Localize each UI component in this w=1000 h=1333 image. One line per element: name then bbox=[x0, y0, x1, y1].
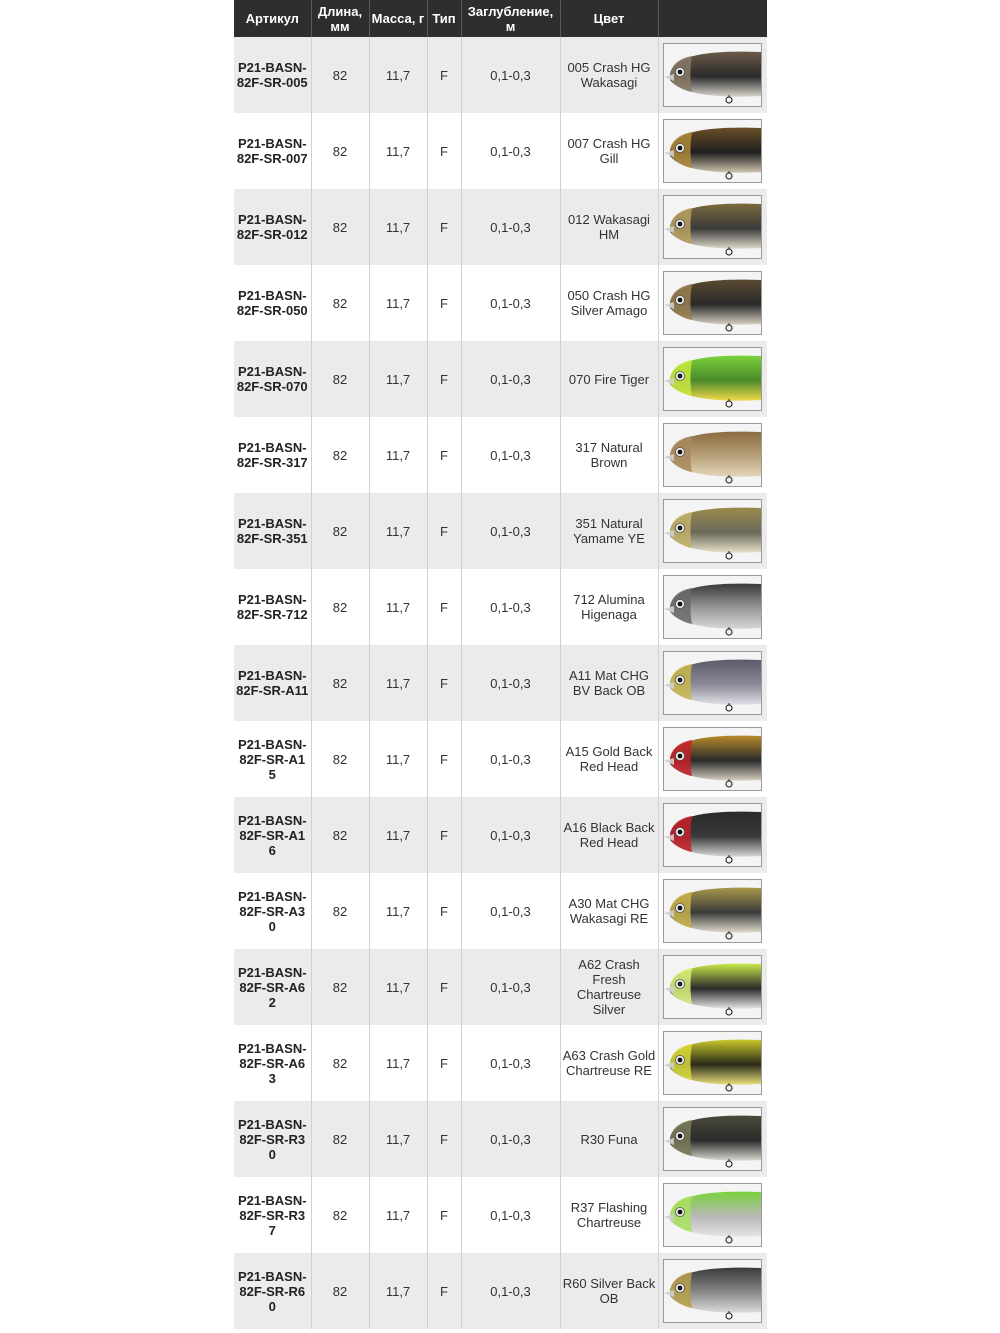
color-name-cell: 005 Crash HG Wakasagi bbox=[560, 37, 658, 113]
lure-image-cell bbox=[658, 1253, 767, 1329]
lure-image bbox=[663, 195, 762, 259]
type-cell: F bbox=[427, 265, 461, 341]
lure-image-cell bbox=[658, 265, 767, 341]
length-cell: 82 bbox=[311, 417, 369, 493]
sku-cell: P21-BASN-82F-SR-A15 bbox=[234, 721, 311, 797]
color-name-cell: 012 Wakasagi HM bbox=[560, 189, 658, 265]
length-cell: 82 bbox=[311, 37, 369, 113]
sku-cell: P21-BASN-82F-SR-R30 bbox=[234, 1101, 311, 1177]
sku-cell: P21-BASN-82F-SR-050 bbox=[234, 265, 311, 341]
color-name-cell: R37 Flashing Chartreuse bbox=[560, 1177, 658, 1253]
lure-image-cell bbox=[658, 569, 767, 645]
color-name-cell: A30 Mat CHG Wakasagi RE bbox=[560, 873, 658, 949]
lure-image-cell bbox=[658, 1025, 767, 1101]
mass-cell: 11,7 bbox=[369, 1101, 427, 1177]
sku-cell: P21-BASN-82F-SR-R60 bbox=[234, 1253, 311, 1329]
lure-image bbox=[663, 879, 762, 943]
sku-cell: P21-BASN-82F-SR-A16 bbox=[234, 797, 311, 873]
length-cell: 82 bbox=[311, 265, 369, 341]
length-cell: 82 bbox=[311, 721, 369, 797]
mass-cell: 11,7 bbox=[369, 417, 427, 493]
sku-cell: P21-BASN-82F-SR-A11 bbox=[234, 645, 311, 721]
type-cell: F bbox=[427, 873, 461, 949]
length-cell: 82 bbox=[311, 797, 369, 873]
table-row bbox=[234, 37, 767, 113]
type-cell: F bbox=[427, 1253, 461, 1329]
depth-cell: 0,1-0,3 bbox=[461, 797, 560, 873]
lure-image bbox=[663, 955, 762, 1019]
table-row bbox=[234, 113, 767, 189]
table-row bbox=[234, 1101, 767, 1177]
mass-cell: 11,7 bbox=[369, 645, 427, 721]
length-cell: 82 bbox=[311, 569, 369, 645]
type-cell: F bbox=[427, 1025, 461, 1101]
mass-cell: 11,7 bbox=[369, 949, 427, 1025]
depth-cell: 0,1-0,3 bbox=[461, 493, 560, 569]
lure-image-cell bbox=[658, 341, 767, 417]
table-row bbox=[234, 645, 767, 721]
lure-image-cell bbox=[658, 37, 767, 113]
lure-image-cell bbox=[658, 797, 767, 873]
header-sku: Артикул bbox=[234, 0, 311, 37]
length-cell: 82 bbox=[311, 1177, 369, 1253]
color-name-cell: 712 Alumina Higenaga bbox=[560, 569, 658, 645]
lure-image-cell bbox=[658, 1177, 767, 1253]
sku-cell: P21-BASN-82F-SR-R37 bbox=[234, 1177, 311, 1253]
table-row bbox=[234, 265, 767, 341]
sku-cell: P21-BASN-82F-SR-007 bbox=[234, 113, 311, 189]
lure-image bbox=[663, 1031, 762, 1095]
table-row bbox=[234, 949, 767, 1025]
table-body bbox=[234, 37, 767, 1329]
depth-cell: 0,1-0,3 bbox=[461, 721, 560, 797]
header-color: Цвет bbox=[560, 0, 658, 37]
color-name-cell: A16 Black Back Red Head bbox=[560, 797, 658, 873]
depth-cell: 0,1-0,3 bbox=[461, 1025, 560, 1101]
depth-cell: 0,1-0,3 bbox=[461, 37, 560, 113]
sku-cell: P21-BASN-82F-SR-012 bbox=[234, 189, 311, 265]
lure-image bbox=[663, 727, 762, 791]
depth-cell: 0,1-0,3 bbox=[461, 569, 560, 645]
lure-image bbox=[663, 803, 762, 867]
type-cell: F bbox=[427, 949, 461, 1025]
header-type: Тип bbox=[427, 0, 461, 37]
lure-image bbox=[663, 1107, 762, 1171]
table-row bbox=[234, 417, 767, 493]
length-cell: 82 bbox=[311, 493, 369, 569]
table-row bbox=[234, 797, 767, 873]
sku-cell: P21-BASN-82F-SR-A63 bbox=[234, 1025, 311, 1101]
mass-cell: 11,7 bbox=[369, 37, 427, 113]
table-row bbox=[234, 1025, 767, 1101]
table-row bbox=[234, 493, 767, 569]
mass-cell: 11,7 bbox=[369, 341, 427, 417]
depth-cell: 0,1-0,3 bbox=[461, 949, 560, 1025]
header-depth: Заглубление, м bbox=[461, 0, 560, 37]
type-cell: F bbox=[427, 645, 461, 721]
table-row bbox=[234, 873, 767, 949]
length-cell: 82 bbox=[311, 113, 369, 189]
lure-image bbox=[663, 423, 762, 487]
type-cell: F bbox=[427, 1101, 461, 1177]
sku-cell: P21-BASN-82F-SR-351 bbox=[234, 493, 311, 569]
length-cell: 82 bbox=[311, 189, 369, 265]
lure-image bbox=[663, 575, 762, 639]
sku-cell: P21-BASN-82F-SR-005 bbox=[234, 37, 311, 113]
type-cell: F bbox=[427, 113, 461, 189]
lure-image-cell bbox=[658, 113, 767, 189]
product-table-container bbox=[234, 0, 767, 1329]
type-cell: F bbox=[427, 721, 461, 797]
depth-cell: 0,1-0,3 bbox=[461, 417, 560, 493]
product-table bbox=[234, 0, 767, 1329]
depth-cell: 0,1-0,3 bbox=[461, 1253, 560, 1329]
type-cell: F bbox=[427, 569, 461, 645]
sku-cell: P21-BASN-82F-SR-A30 bbox=[234, 873, 311, 949]
color-name-cell: 050 Crash HG Silver Amago bbox=[560, 265, 658, 341]
lure-image-cell bbox=[658, 721, 767, 797]
depth-cell: 0,1-0,3 bbox=[461, 113, 560, 189]
color-name-cell: A15 Gold Back Red Head bbox=[560, 721, 658, 797]
color-name-cell: A11 Mat CHG BV Back OB bbox=[560, 645, 658, 721]
lure-image-cell bbox=[658, 1101, 767, 1177]
sku-cell: P21-BASN-82F-SR-070 bbox=[234, 341, 311, 417]
sku-cell: P21-BASN-82F-SR-712 bbox=[234, 569, 311, 645]
mass-cell: 11,7 bbox=[369, 265, 427, 341]
table-header-row bbox=[234, 0, 767, 37]
mass-cell: 11,7 bbox=[369, 1253, 427, 1329]
mass-cell: 11,7 bbox=[369, 797, 427, 873]
header-image bbox=[658, 0, 767, 37]
lure-image bbox=[663, 1183, 762, 1247]
type-cell: F bbox=[427, 797, 461, 873]
length-cell: 82 bbox=[311, 645, 369, 721]
mass-cell: 11,7 bbox=[369, 1025, 427, 1101]
color-name-cell: 351 Natural Yamame YE bbox=[560, 493, 658, 569]
lure-image bbox=[663, 347, 762, 411]
depth-cell: 0,1-0,3 bbox=[461, 1177, 560, 1253]
lure-image bbox=[663, 43, 762, 107]
color-name-cell: A63 Crash Gold Chartreuse RE bbox=[560, 1025, 658, 1101]
length-cell: 82 bbox=[311, 1025, 369, 1101]
type-cell: F bbox=[427, 37, 461, 113]
depth-cell: 0,1-0,3 bbox=[461, 873, 560, 949]
mass-cell: 11,7 bbox=[369, 1177, 427, 1253]
mass-cell: 11,7 bbox=[369, 569, 427, 645]
length-cell: 82 bbox=[311, 1101, 369, 1177]
type-cell: F bbox=[427, 341, 461, 417]
depth-cell: 0,1-0,3 bbox=[461, 645, 560, 721]
mass-cell: 11,7 bbox=[369, 873, 427, 949]
lure-image bbox=[663, 651, 762, 715]
lure-image bbox=[663, 119, 762, 183]
lure-image bbox=[663, 271, 762, 335]
type-cell: F bbox=[427, 417, 461, 493]
mass-cell: 11,7 bbox=[369, 493, 427, 569]
table-row bbox=[234, 569, 767, 645]
lure-image-cell bbox=[658, 417, 767, 493]
lure-image-cell bbox=[658, 189, 767, 265]
header-mass: Масса, г bbox=[369, 0, 427, 37]
length-cell: 82 bbox=[311, 1253, 369, 1329]
sku-cell: P21-BASN-82F-SR-A62 bbox=[234, 949, 311, 1025]
lure-image-cell bbox=[658, 873, 767, 949]
depth-cell: 0,1-0,3 bbox=[461, 341, 560, 417]
color-name-cell: 007 Crash HG Gill bbox=[560, 113, 658, 189]
length-cell: 82 bbox=[311, 949, 369, 1025]
length-cell: 82 bbox=[311, 873, 369, 949]
mass-cell: 11,7 bbox=[369, 721, 427, 797]
table-row bbox=[234, 1253, 767, 1329]
length-cell: 82 bbox=[311, 341, 369, 417]
lure-image bbox=[663, 1259, 762, 1323]
depth-cell: 0,1-0,3 bbox=[461, 1101, 560, 1177]
table-row bbox=[234, 189, 767, 265]
color-name-cell: R60 Silver Back OB bbox=[560, 1253, 658, 1329]
mass-cell: 11,7 bbox=[369, 113, 427, 189]
depth-cell: 0,1-0,3 bbox=[461, 189, 560, 265]
lure-image bbox=[663, 499, 762, 563]
mass-cell: 11,7 bbox=[369, 189, 427, 265]
table-row bbox=[234, 721, 767, 797]
type-cell: F bbox=[427, 189, 461, 265]
color-name-cell: R30 Funa bbox=[560, 1101, 658, 1177]
lure-image-cell bbox=[658, 645, 767, 721]
color-name-cell: A62 Crash Fresh Chartreuse Silver bbox=[560, 949, 658, 1025]
type-cell: F bbox=[427, 493, 461, 569]
lure-image-cell bbox=[658, 493, 767, 569]
depth-cell: 0,1-0,3 bbox=[461, 265, 560, 341]
header-length: Длина, мм bbox=[311, 0, 369, 37]
table-row bbox=[234, 1177, 767, 1253]
lure-image-cell bbox=[658, 949, 767, 1025]
color-name-cell: 317 Natural Brown bbox=[560, 417, 658, 493]
table-row bbox=[234, 341, 767, 417]
color-name-cell: 070 Fire Tiger bbox=[560, 341, 658, 417]
type-cell: F bbox=[427, 1177, 461, 1253]
sku-cell: P21-BASN-82F-SR-317 bbox=[234, 417, 311, 493]
